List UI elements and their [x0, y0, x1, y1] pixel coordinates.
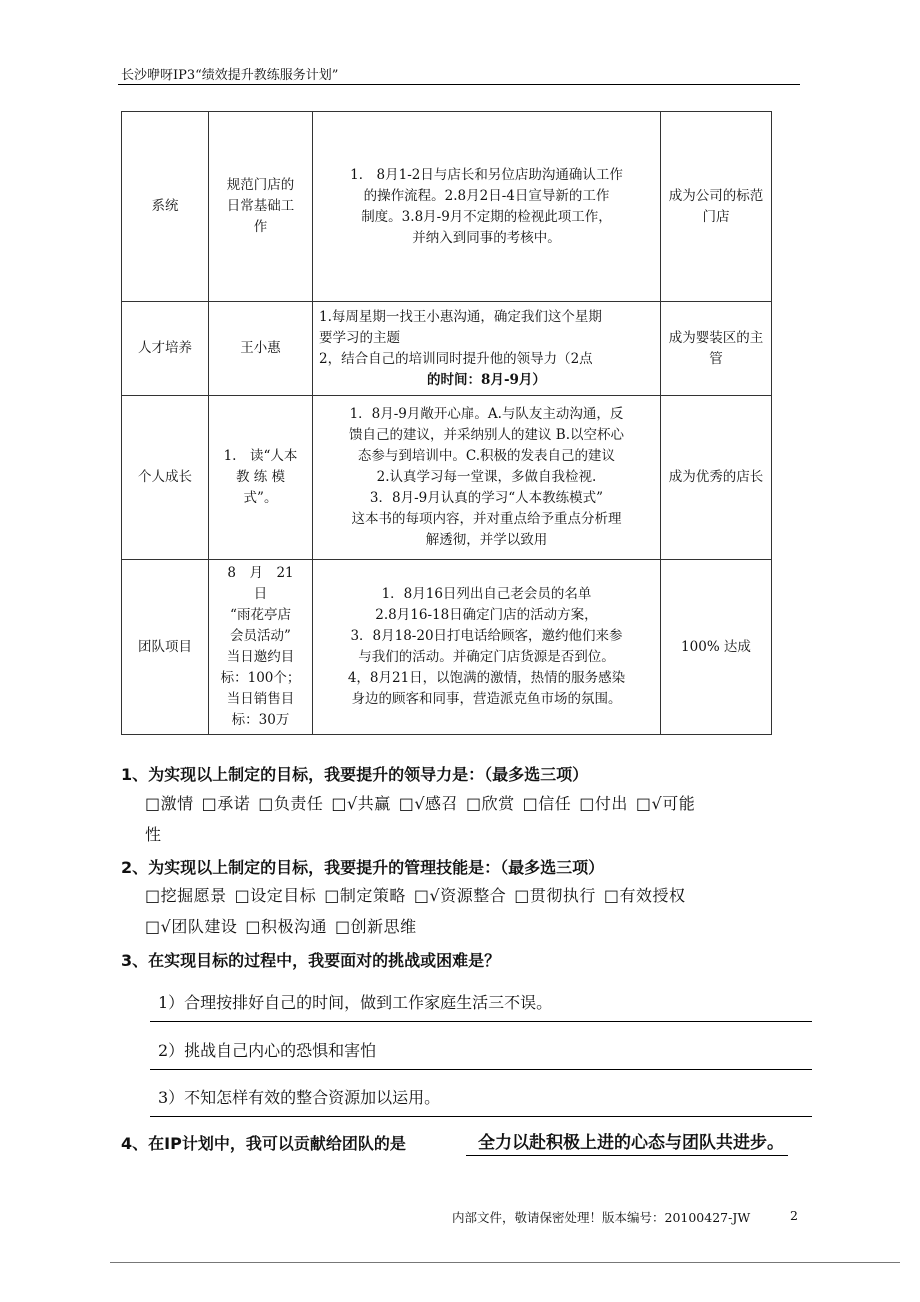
cell-line: 当日销售目 [226, 691, 295, 707]
cell-line: 1． 8月1-2日与店长和另位店助沟通确认工作 [350, 166, 623, 183]
leadership-checkbox-option[interactable]: □激情 [145, 794, 194, 813]
plan-table [121, 111, 772, 735]
leadership-checkbox-option[interactable]: □付出 [579, 794, 628, 813]
cell-goal [209, 560, 313, 735]
cell-category: 团队项目 [122, 560, 209, 735]
cell-line: 2.认真学习每一堂课，多做自我检视. [376, 469, 597, 485]
cell-result [661, 112, 772, 302]
cell-category: 系统 [122, 112, 209, 302]
page-number: 2 [790, 1208, 798, 1223]
cell-goal [209, 302, 313, 396]
cell-line: 1．8月-9月敞开心扉。A.与队友主动沟通，反 [349, 406, 624, 422]
question-2-title: 2、为实现以上制定的目标，我要提升的管理技能是：（最多选三项） [121, 858, 605, 877]
cell-line: 管 [709, 350, 723, 367]
cell-line: 态参与到培训中。C.积极的发表自己的建议 [357, 448, 616, 464]
cell-line: 会员活动” [230, 628, 291, 644]
cell-line: 的操作流程。2.8月2日-4日宣导新的工作 [363, 187, 610, 204]
question-1-title: 1、为实现以上制定的目标，我要提升的领导力是：（最多选三项） [121, 765, 589, 784]
cell-result [661, 396, 772, 560]
cell-line: 标：30万 [231, 712, 290, 728]
cell-line: 的时间：8月-9月） [427, 371, 546, 388]
cell-line: 当日邀约目 [226, 649, 295, 665]
management-checkbox-option[interactable]: □挖掘愿景 [145, 886, 227, 905]
cell-actions [313, 302, 661, 396]
leadership-checkbox-option[interactable]: □欣赏 [466, 794, 515, 813]
cell-actions [313, 112, 661, 302]
leadership-checkbox-option[interactable]: □信任 [522, 794, 572, 813]
document-header: 长沙咿呀IP3“绩效提升教练服务计划” [121, 68, 339, 83]
cell-line: 100% 达成 [681, 638, 751, 655]
cell-category: 人才培养 [122, 302, 209, 396]
challenge-answer-1: 1）合理按排好自己的时间，做到工作家庭生活三不误。 [150, 990, 812, 1022]
cell-line: 标：100个； [220, 670, 301, 686]
question-4-title: 4、在IP计划中，我可以贡献给团队的是 [121, 1134, 406, 1153]
management-checkbox-option[interactable]: □有效授权 [603, 886, 686, 905]
cell-line: 身边的顾客和同事，营造派克鱼市场的氛围。 [351, 691, 622, 707]
cell-line: 成为公司的标范 [668, 187, 764, 204]
cell-line: 与我们的活动。并确定门店货源是否到位。 [358, 649, 615, 665]
management-checkbox-option[interactable]: □制定策略 [324, 886, 406, 905]
cell-result [661, 560, 772, 735]
leadership-checkbox-option[interactable]: □√共赢 [331, 794, 391, 813]
management-checkbox-option[interactable]: □积极沟通 [245, 917, 327, 936]
cell-line: 并纳入到同事的考核中。 [412, 229, 561, 246]
cell-goal [209, 112, 313, 302]
cell-line: 作 [253, 219, 268, 235]
table-row [122, 560, 772, 735]
cell-line: 教 练 模 [235, 469, 286, 485]
cell-result [661, 302, 772, 396]
cell-line: 2.8月16-18日确定门店的活动方案， [375, 607, 598, 623]
cell-line: 式”。 [243, 490, 278, 506]
table-row [122, 302, 772, 396]
challenge-answer-2: 2）挑战自己内心的恐惧和害怕 [150, 1038, 812, 1070]
management-checkbox-option[interactable]: □√团队建设 [145, 917, 238, 936]
leadership-checkbox-option[interactable]: □负责任 [258, 794, 324, 813]
management-checkbox-option[interactable]: □贯彻执行 [514, 886, 596, 905]
management-checkbox-option[interactable]: □创新思维 [334, 917, 417, 936]
leadership-checkbox-option[interactable]: □√感召 [398, 794, 459, 813]
leadership-checkbox-option[interactable]: □承诺 [201, 794, 251, 813]
cell-line: 8 月 21 日 [227, 565, 308, 602]
cell-line: 成为婴装区的主 [668, 329, 764, 346]
cell-line: 3．8月18-20日打电话给顾客，邀约他们来参 [350, 628, 623, 644]
cell-actions [313, 560, 661, 735]
cell-line: 1.每周星期一找王小惠沟通，确定我们这个星期 [319, 308, 602, 325]
cell-line: 日常基础工 [226, 198, 295, 214]
cell-line: 这本书的每项内容，并对重点给予重点分析理 [351, 511, 622, 527]
cell-category: 个人成长 [122, 396, 209, 560]
cell-line: 制度。3.8月-9月不定期的检视此项工作， [361, 208, 612, 225]
cell-line: 要学习的主题 [319, 329, 400, 346]
question-3-title: 3、在实现目标的过程中，我要面对的挑战或困难是？ [121, 951, 501, 970]
table-row [122, 112, 772, 302]
cell-actions [313, 396, 661, 560]
cell-line: 3．8月-9月认真的学习“人本教练模式” [369, 490, 604, 506]
header-divider [118, 84, 800, 85]
table-row [122, 396, 772, 560]
management-options [145, 880, 693, 942]
footer-confidential: 内部文件，敬请保密处理！版本编号：20100427-JW [452, 1210, 751, 1225]
cell-line: 1．8月16日列出自己老会员的名单 [381, 586, 592, 602]
leadership-options [145, 788, 703, 850]
leadership-checkbox-option[interactable]: □√可能 [635, 794, 696, 813]
cell-line: “雨花亭店 [230, 607, 291, 623]
cell-line: 成为优秀的店长 [668, 469, 764, 485]
cell-line: 解透彻，并学以致用 [425, 532, 548, 548]
cell-line: 1. 读“人本 [223, 448, 298, 464]
management-checkbox-option[interactable]: □√资源整合 [413, 886, 507, 905]
cell-line: 门店 [702, 208, 730, 225]
cell-line: 王小惠 [240, 340, 281, 356]
cell-line: 馈自己的建议，并采纳别人的建议 B.以空杯心 [348, 427, 624, 443]
cell-goal [209, 396, 313, 560]
cell-line: 2，结合自己的培训同时提升他的领导力（2点 [319, 350, 593, 367]
cell-line: 4，8月21日，以饱满的激情，热情的服务感染 [347, 670, 626, 686]
footer-divider [110, 1262, 900, 1263]
management-checkbox-option[interactable]: □设定目标 [234, 886, 317, 905]
challenge-answer-3: 3）不知怎样有效的整合资源加以运用。 [150, 1085, 812, 1117]
leadership-option-wrap: 性 [145, 825, 162, 844]
cell-line: 规范门店的 [226, 177, 295, 193]
contribution-answer: 全力以赴积极上进的心态与团队共进步。 [466, 1128, 788, 1156]
